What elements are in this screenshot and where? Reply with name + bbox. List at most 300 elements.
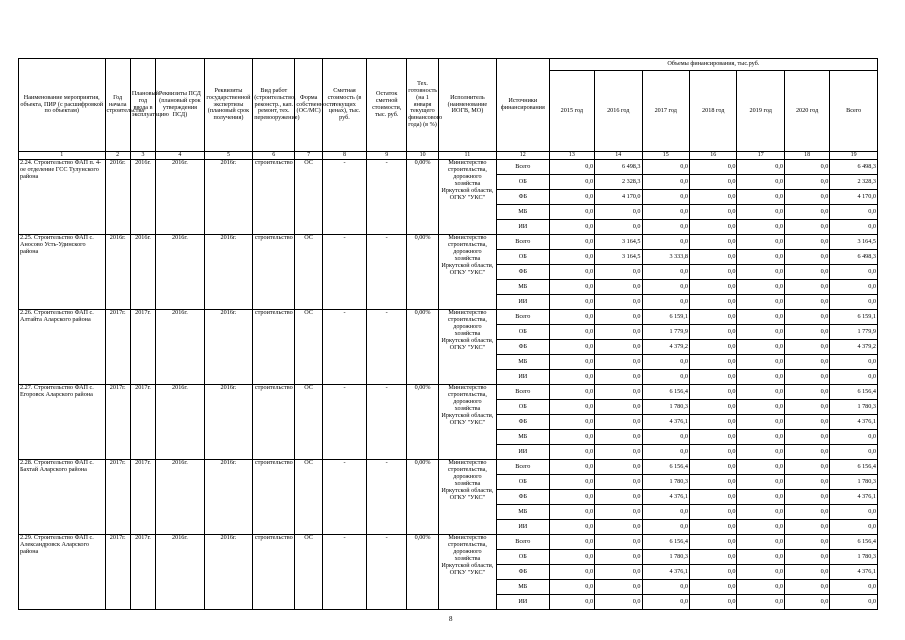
funding-value: 0,0: [737, 235, 784, 250]
funding-value: 0,0: [595, 205, 642, 220]
funding-value: 0,0: [690, 355, 737, 370]
funding-value: 0,0: [830, 430, 878, 445]
funding-value: 0,0: [737, 430, 784, 445]
funding-value: 6 156,4: [830, 460, 878, 475]
funding-value: 0,0: [595, 595, 642, 610]
funding-value: 0,0: [690, 250, 737, 265]
funding-value: 0,0: [737, 220, 784, 235]
executor: Министерство строительства, дорожного хозяйства Иркутской области, ОГКУ "УКС": [438, 160, 496, 235]
funding-value: 0,0: [549, 445, 594, 460]
funding-source: ИИ: [496, 370, 549, 385]
funding-value: 3 164,5: [595, 250, 642, 265]
funding-value: 0,0: [642, 175, 689, 190]
funding-value: 0,0: [549, 175, 594, 190]
funding-value: 0,0: [595, 310, 642, 325]
funding-value: 0,0: [642, 505, 689, 520]
funding-value: 0,0: [737, 520, 784, 535]
funding-value: 0,0: [595, 535, 642, 550]
psd-date: 2016г.: [156, 535, 205, 610]
header-name: Наименование мероприятия, объекта, ПИР (с расшифровкой по объектам): [19, 59, 106, 152]
funding-value: 0,0: [737, 535, 784, 550]
year-start: 2017г.: [105, 310, 130, 385]
funding-value: 0,0: [690, 475, 737, 490]
funding-value: 0,0: [690, 415, 737, 430]
funding-value: 0,0: [595, 280, 642, 295]
funding-source: ОБ: [496, 400, 549, 415]
funding-value: 0,0: [784, 490, 829, 505]
funding-value: 0,0: [549, 565, 594, 580]
funding-value: 0,0: [830, 265, 878, 280]
funding-value: 2 328,3: [595, 175, 642, 190]
funding-value: 0,0: [830, 280, 878, 295]
funding-value: 0,0: [737, 475, 784, 490]
ownership: ОС: [295, 535, 322, 610]
remaining: -: [367, 460, 407, 535]
funding-value: 0,0: [737, 175, 784, 190]
funding-value: 0,0: [549, 550, 594, 565]
funding-value: 0,0: [642, 445, 689, 460]
funding-value: 0,0: [690, 205, 737, 220]
estimate: -: [322, 460, 366, 535]
funding-source: ФБ: [496, 490, 549, 505]
funding-value: 0,0: [830, 355, 878, 370]
funding-value: 0,0: [642, 355, 689, 370]
funding-value: 0,0: [642, 190, 689, 205]
header-year-3: 2018 год: [690, 71, 737, 152]
funding-value: 0,0: [784, 400, 829, 415]
funding-source: Всего: [496, 535, 549, 550]
funding-value: 0,0: [737, 205, 784, 220]
funding-value: 6 156,4: [642, 460, 689, 475]
funding-value: 0,0: [690, 265, 737, 280]
funding-value: 0,0: [642, 580, 689, 595]
page-number: 8: [449, 615, 453, 623]
funding-value: 0,0: [784, 160, 829, 175]
executor: Министерство строительства, дорожного хозяйства Иркутской области, ОГКУ "УКС": [438, 460, 496, 535]
funding-value: 0,0: [830, 445, 878, 460]
funding-value: 0,0: [690, 460, 737, 475]
funding-value: 3 333,8: [642, 250, 689, 265]
funding-value: 0,0: [737, 370, 784, 385]
funding-value: 0,0: [549, 235, 594, 250]
funding-source: МБ: [496, 205, 549, 220]
expertise-date: 2016г.: [204, 460, 253, 535]
funding-value: 0,0: [595, 265, 642, 280]
funding-source: ИИ: [496, 220, 549, 235]
funding-value: 0,0: [784, 430, 829, 445]
funding-value: 0,0: [830, 505, 878, 520]
funding-value: 0,0: [690, 400, 737, 415]
column-number: 1: [19, 152, 106, 160]
funding-value: 0,0: [784, 295, 829, 310]
funding-value: 0,0: [549, 310, 594, 325]
work-type: строительство: [253, 310, 295, 385]
funding-value: 1 780,3: [642, 400, 689, 415]
funding-source: ИИ: [496, 595, 549, 610]
funding-value: 1 780,3: [830, 550, 878, 565]
funding-value: 0,0: [642, 295, 689, 310]
funding-value: 0,0: [595, 580, 642, 595]
funding-value: 0,0: [784, 580, 829, 595]
header-remaining: Остаток сметной стоимости, тыс. руб.: [367, 59, 407, 152]
expertise-date: 2016г.: [204, 235, 253, 310]
year-commission: 2017г.: [130, 460, 155, 535]
funding-value: 4 376,1: [642, 565, 689, 580]
column-number: 9: [367, 152, 407, 160]
funding-value: 0,0: [737, 310, 784, 325]
funding-source: ИИ: [496, 445, 549, 460]
funding-value: 0,0: [737, 160, 784, 175]
funding-value: 4 170,0: [830, 190, 878, 205]
funding-value: 3 164,5: [595, 235, 642, 250]
funding-value: 0,0: [784, 265, 829, 280]
psd-date: 2016г.: [156, 310, 205, 385]
funding-value: 0,0: [549, 460, 594, 475]
funding-value: 0,0: [830, 370, 878, 385]
header-year-start: Год начала строительства: [105, 59, 130, 152]
work-type: строительство: [253, 235, 295, 310]
funding-value: 0,0: [737, 385, 784, 400]
funding-value: 0,0: [549, 220, 594, 235]
funding-source: МБ: [496, 355, 549, 370]
funding-value: 0,0: [642, 520, 689, 535]
work-type: строительство: [253, 460, 295, 535]
funding-value: 0,0: [737, 280, 784, 295]
funding-value: 6 156,4: [642, 385, 689, 400]
funding-value: 0,0: [737, 490, 784, 505]
column-number: 2: [105, 152, 130, 160]
readiness: 0,00%: [407, 460, 439, 535]
funding-value: 0,0: [642, 430, 689, 445]
funding-value: 0,0: [784, 565, 829, 580]
funding-value: 0,0: [595, 370, 642, 385]
funding-value: 0,0: [784, 520, 829, 535]
year-start: 2017г.: [105, 385, 130, 460]
funding-value: 0,0: [690, 220, 737, 235]
funding-value: 0,0: [784, 595, 829, 610]
column-number: 19: [830, 152, 878, 160]
funding-value: 0,0: [642, 265, 689, 280]
psd-date: 2016г.: [156, 460, 205, 535]
funding-source: ФБ: [496, 265, 549, 280]
funding-value: 0,0: [690, 190, 737, 205]
funding-value: 0,0: [549, 415, 594, 430]
funding-value: 0,0: [690, 370, 737, 385]
funding-value: 0,0: [642, 220, 689, 235]
funding-value: 4 376,1: [830, 490, 878, 505]
readiness: 0,00%: [407, 160, 439, 235]
object-name: 2.24. Строительство ФАП п. 4-ое отделение ГСС Тулунского района: [19, 160, 106, 235]
object-name: 2.28. Строительство ФАП с. Бахтай Аларского района: [19, 460, 106, 535]
funding-value: 4 376,1: [830, 565, 878, 580]
funding-source: ФБ: [496, 340, 549, 355]
funding-value: 1 780,3: [642, 550, 689, 565]
funding-value: 0,0: [784, 445, 829, 460]
funding-value: 0,0: [690, 505, 737, 520]
year-start: 2016г.: [105, 235, 130, 310]
estimate: -: [322, 160, 366, 235]
funding-value: 0,0: [690, 385, 737, 400]
funding-value: 0,0: [737, 295, 784, 310]
funding-value: 0,0: [737, 595, 784, 610]
funding-value: 0,0: [737, 505, 784, 520]
work-type: строительство: [253, 535, 295, 610]
table-header: [19, 59, 878, 152]
funding-value: 0,0: [830, 520, 878, 535]
funding-value: 0,0: [595, 340, 642, 355]
funding-source: ИИ: [496, 520, 549, 535]
funding-value: 1 780,3: [642, 475, 689, 490]
funding-source: ФБ: [496, 415, 549, 430]
funding-value: 0,0: [549, 355, 594, 370]
psd-date: 2016г.: [156, 235, 205, 310]
funding-value: 0,0: [595, 520, 642, 535]
expertise-date: 2016г.: [204, 160, 253, 235]
header-year-commission: Плановый год ввода в эксплуатацию: [130, 59, 155, 152]
funding-table: [18, 58, 878, 610]
column-number: 15: [642, 152, 689, 160]
header-ownership: Форма собственности (ОС/МС): [295, 59, 322, 152]
estimate: -: [322, 235, 366, 310]
funding-value: 0,0: [690, 340, 737, 355]
funding-source: ОБ: [496, 550, 549, 565]
funding-value: 0,0: [784, 460, 829, 475]
estimate: -: [322, 310, 366, 385]
funding-value: 0,0: [642, 235, 689, 250]
funding-source: МБ: [496, 280, 549, 295]
header-expertise: Реквизиты государственной экспертизы (плановый срок получения): [204, 59, 253, 152]
estimate: -: [322, 385, 366, 460]
funding-value: 0,0: [549, 580, 594, 595]
object-name: 2.25. Строительство ФАП с. Аносово Усть-Удинского района: [19, 235, 106, 310]
ownership: ОС: [295, 235, 322, 310]
funding-value: 0,0: [690, 235, 737, 250]
year-start: 2017г.: [105, 460, 130, 535]
funding-value: 0,0: [690, 550, 737, 565]
header-estimate: Сметная стоимость (в текущих ценах), тыс. руб.: [322, 59, 366, 152]
header-executor: Исполнитель (наименование ИОГВ, МО): [438, 59, 496, 152]
ownership: ОС: [295, 460, 322, 535]
funding-value: 0,0: [642, 205, 689, 220]
funding-value: 0,0: [690, 535, 737, 550]
funding-value: 0,0: [784, 370, 829, 385]
expertise-date: 2016г.: [204, 535, 253, 610]
funding-value: 0,0: [549, 265, 594, 280]
funding-value: 0,0: [737, 355, 784, 370]
funding-value: 0,0: [784, 310, 829, 325]
funding-value: 0,0: [737, 190, 784, 205]
ownership: ОС: [295, 310, 322, 385]
funding-value: 0,0: [784, 205, 829, 220]
funding-value: 0,0: [784, 475, 829, 490]
remaining: -: [367, 385, 407, 460]
column-number: 5: [204, 152, 253, 160]
funding-value: 0,0: [830, 580, 878, 595]
funding-value: 0,0: [690, 445, 737, 460]
header-year-5: 2020 год: [784, 71, 829, 152]
psd-date: 2016г.: [156, 385, 205, 460]
funding-source: ФБ: [496, 190, 549, 205]
year-commission: 2016г.: [130, 235, 155, 310]
funding-source: Всего: [496, 310, 549, 325]
year-commission: 2017г.: [130, 535, 155, 610]
funding-value: 0,0: [690, 580, 737, 595]
funding-value: 4 376,1: [642, 415, 689, 430]
readiness: 0,00%: [407, 310, 439, 385]
header-work-type: Вид работ (строительство, реконстр., кап. ремонт, тех. перевооружение): [253, 59, 295, 152]
funding-value: 0,0: [595, 325, 642, 340]
funding-value: 0,0: [737, 265, 784, 280]
funding-value: 0,0: [549, 160, 594, 175]
column-number: 10: [407, 152, 439, 160]
funding-value: 0,0: [737, 400, 784, 415]
object-name: 2.29. Строительство ФАП с. Александровск Аларского района: [19, 535, 106, 610]
funding-source: Всего: [496, 460, 549, 475]
funding-value: 6 498,3: [830, 160, 878, 175]
funding-source: ОБ: [496, 250, 549, 265]
funding-value: 0,0: [549, 400, 594, 415]
funding-value: 6 156,4: [642, 535, 689, 550]
funding-value: 0,0: [549, 505, 594, 520]
work-type: строительство: [253, 160, 295, 235]
executor: Министерство строительства, дорожного хозяйства Иркутской области, ОГКУ "УКС": [438, 235, 496, 310]
funding-value: 0,0: [549, 475, 594, 490]
funding-value: 0,0: [690, 295, 737, 310]
table-row: [19, 310, 878, 325]
funding-value: 6 498,3: [830, 250, 878, 265]
funding-source: ФБ: [496, 565, 549, 580]
funding-value: 2 328,3: [830, 175, 878, 190]
funding-value: 0,0: [549, 385, 594, 400]
table-row: [19, 235, 878, 250]
funding-value: 0,0: [784, 340, 829, 355]
column-number: 11: [438, 152, 496, 160]
table-body: [19, 152, 878, 610]
column-number: 7: [295, 152, 322, 160]
funding-value: 1 780,3: [830, 400, 878, 415]
column-number: 6: [253, 152, 295, 160]
funding-value: 0,0: [690, 430, 737, 445]
funding-value: 4 376,1: [642, 490, 689, 505]
funding-value: 0,0: [737, 250, 784, 265]
funding-value: 6 159,1: [830, 310, 878, 325]
ownership: ОС: [295, 385, 322, 460]
funding-value: 0,0: [595, 550, 642, 565]
funding-value: 0,0: [830, 595, 878, 610]
funding-value: 0,0: [549, 250, 594, 265]
readiness: 0,00%: [407, 535, 439, 610]
expertise-date: 2016г.: [204, 310, 253, 385]
column-number: 14: [595, 152, 642, 160]
table-row: [19, 460, 878, 475]
year-start: 2017г.: [105, 535, 130, 610]
funding-value: 0,0: [784, 505, 829, 520]
remaining: -: [367, 235, 407, 310]
funding-value: 0,0: [690, 565, 737, 580]
funding-value: 0,0: [595, 295, 642, 310]
funding-value: 0,0: [549, 205, 594, 220]
year-commission: 2017г.: [130, 385, 155, 460]
funding-value: 0,0: [642, 595, 689, 610]
funding-value: 0,0: [642, 370, 689, 385]
funding-value: 0,0: [595, 220, 642, 235]
funding-value: 4 379,2: [642, 340, 689, 355]
header-sources: Источники финансирования: [496, 59, 549, 152]
executor: Министерство строительства, дорожного хозяйства Иркутской области, ОГКУ "УКС": [438, 310, 496, 385]
funding-value: 0,0: [784, 355, 829, 370]
funding-value: 0,0: [784, 235, 829, 250]
funding-value: 4 170,0: [595, 190, 642, 205]
funding-value: 0,0: [737, 415, 784, 430]
funding-value: 0,0: [784, 550, 829, 565]
year-commission: 2017г.: [130, 310, 155, 385]
object-name: 2.26. Строительство ФАП с. Алтайта Аларского района: [19, 310, 106, 385]
column-number: 4: [156, 152, 205, 160]
funding-value: 6 498,3: [595, 160, 642, 175]
ownership: ОС: [295, 160, 322, 235]
column-number: 3: [130, 152, 155, 160]
funding-value: 0,0: [690, 595, 737, 610]
funding-value: 0,0: [690, 280, 737, 295]
header-year-1: 2016 год: [595, 71, 642, 152]
funding-value: 0,0: [549, 325, 594, 340]
funding-value: 0,0: [595, 355, 642, 370]
funding-value: 0,0: [549, 430, 594, 445]
funding-value: 0,0: [690, 310, 737, 325]
header-year-6: Всего: [830, 71, 878, 152]
funding-value: 0,0: [690, 175, 737, 190]
header-readiness: Тех. готовность (на 1 января текущего финансового года) (в %): [407, 59, 439, 152]
funding-value: 0,0: [549, 490, 594, 505]
funding-value: 1 780,3: [830, 475, 878, 490]
executor: Министерство строительства, дорожного хозяйства Иркутской области, ОГКУ "УКС": [438, 535, 496, 610]
expertise-date: 2016г.: [204, 385, 253, 460]
funding-value: 0,0: [549, 340, 594, 355]
funding-value: 6 159,1: [642, 310, 689, 325]
funding-value: 0,0: [737, 550, 784, 565]
funding-source: МБ: [496, 430, 549, 445]
funding-value: 6 156,4: [830, 535, 878, 550]
funding-value: 0,0: [595, 565, 642, 580]
column-number: 16: [690, 152, 737, 160]
funding-source: Всего: [496, 385, 549, 400]
funding-value: 0,0: [549, 295, 594, 310]
funding-value: 0,0: [549, 535, 594, 550]
funding-value: 0,0: [595, 505, 642, 520]
table-row: [19, 385, 878, 400]
funding-value: 0,0: [784, 190, 829, 205]
executor: Министерство строительства, дорожного хозяйства Иркутской области, ОГКУ "УКС": [438, 385, 496, 460]
funding-value: 0,0: [549, 190, 594, 205]
remaining: -: [367, 310, 407, 385]
funding-value: 0,0: [784, 535, 829, 550]
header-year-0: 2015 год: [549, 71, 594, 152]
header-psd: Реквизиты ПСД (плановый срок утверждения ПСД): [156, 59, 205, 152]
funding-value: 0,0: [595, 490, 642, 505]
funding-value: 0,0: [784, 415, 829, 430]
funding-value: 0,0: [737, 460, 784, 475]
funding-value: 0,0: [830, 205, 878, 220]
column-number: 8: [322, 152, 366, 160]
funding-source: ОБ: [496, 475, 549, 490]
funding-value: 0,0: [595, 430, 642, 445]
funding-source: ОБ: [496, 325, 549, 340]
funding-value: 0,0: [784, 280, 829, 295]
funding-value: 1 779,9: [642, 325, 689, 340]
funding-value: 0,0: [595, 415, 642, 430]
funding-value: 6 156,4: [830, 385, 878, 400]
remaining: -: [367, 160, 407, 235]
